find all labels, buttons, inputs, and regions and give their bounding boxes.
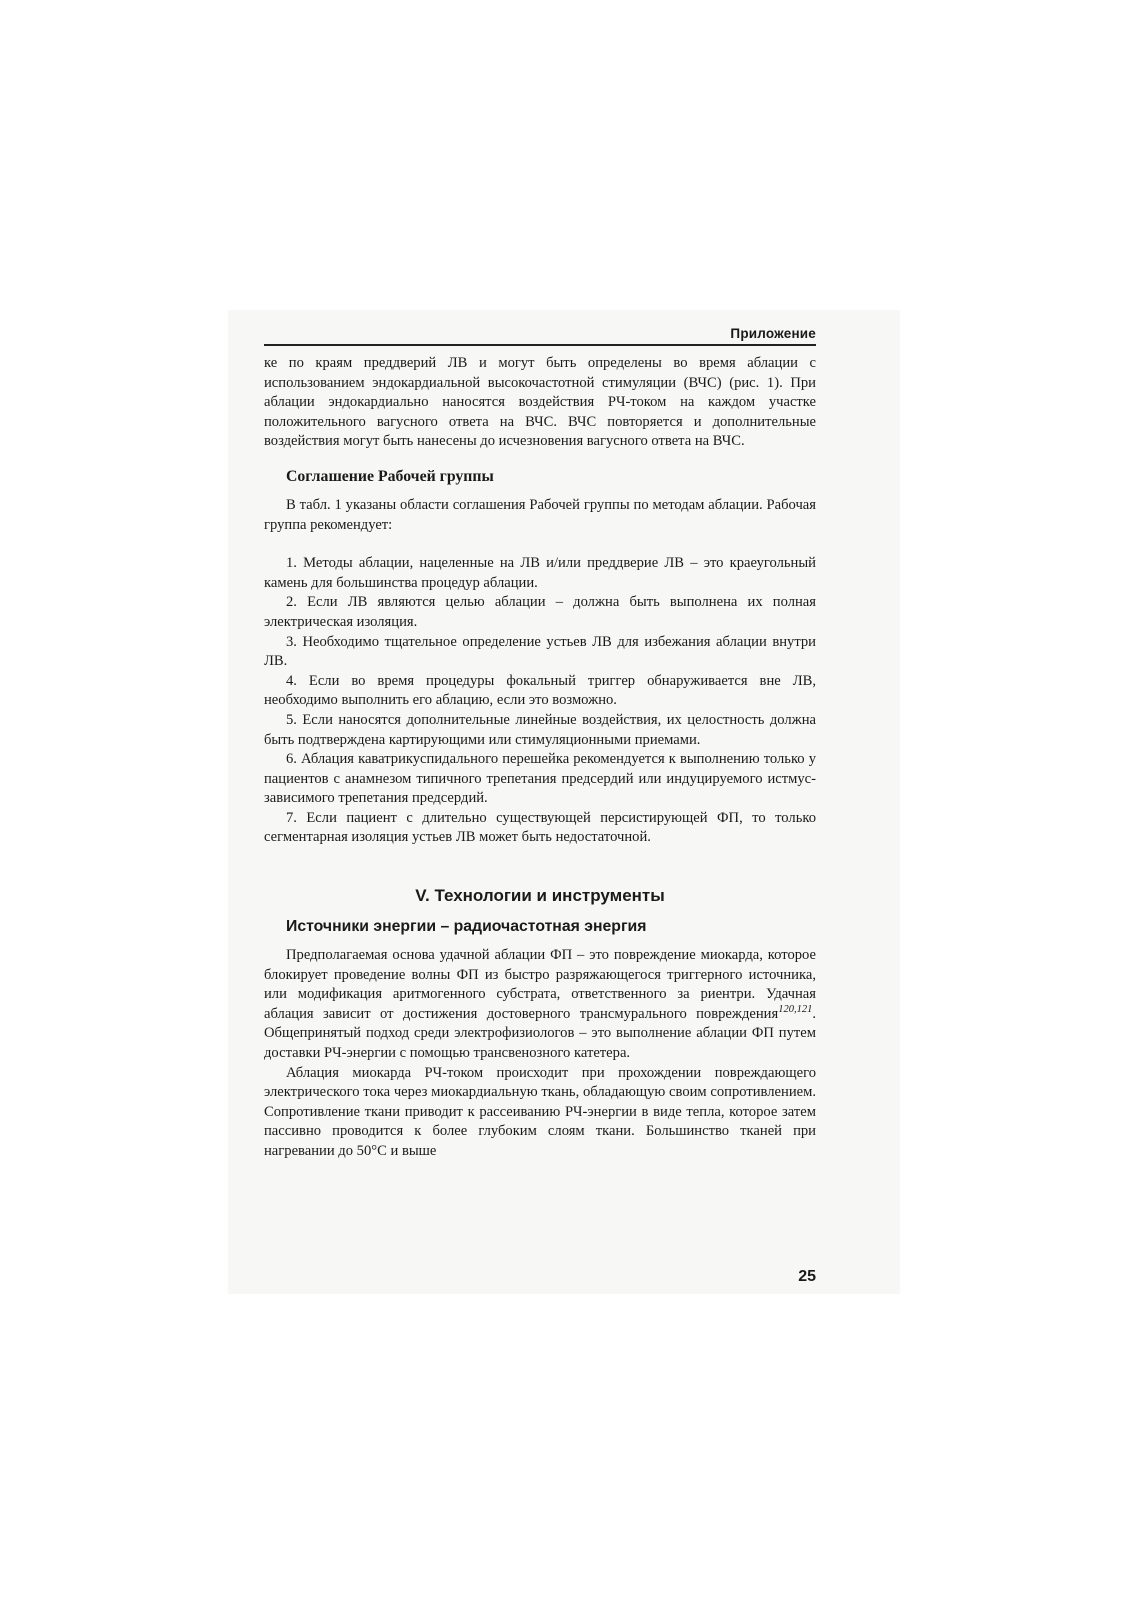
paragraph-gap <box>264 535 816 554</box>
agreement-lead-paragraph: В табл. 1 указаны области соглашения Рабочей группы по методам аблации. Рабочая группа рекомендует: <box>264 496 816 533</box>
recommendation-item-7: 7. Если пациент с длительно существующей персистирующей ФП, то только сегментарная изоляция устьев ЛВ может быть недостаточной. <box>264 809 816 846</box>
energy-paragraph-1 <box>264 946 816 1064</box>
page-number: 25 <box>798 1268 816 1285</box>
recommendation-item-5: 5. Если наносятся дополнительные линейные воздействия, их целостность должна быть подтверждена картирующими или стимуляционными приемами. <box>264 711 816 748</box>
energy-paragraph-1-continuation: . Общепринятый подход среди электрофизиологов – это выполнение аблации ФП путем доставки РЧ-энергии с помощью трансвенозного катетера. <box>264 1005 816 1062</box>
running-head: Приложение <box>264 326 816 346</box>
chapter-heading: V. Технологии и инструменты <box>415 886 665 906</box>
recommendation-item-4: 4. Если во время процедуры фокальный триггер обнаруживается вне ЛВ, необходимо выполнить его аблацию, если это возможно. <box>264 672 816 709</box>
recommendation-item-2: 2. Если ЛВ являются целью аблации – должна быть выполнена их полная электрическая изоляция. <box>264 594 816 630</box>
recommendation-item-3: 3. Необходимо тщательное определение устьев ЛВ для избежания аблации внутри ЛВ. <box>264 633 816 670</box>
recommendation-item-1: 1. Методы аблации, нацеленные на ЛВ и/или преддверие ЛВ – это краеугольный камень для большинства процедур аблации. <box>264 555 816 591</box>
energy-paragraph-2: Аблация миокарда РЧ-током происходит при прохождении повреждающего электрического тока через миокардиальную ткань, обладающую своим сопротивлением. Сопротивление ткани приводит к рассеиванию РЧ-энергии в виде тепла, которое затем пассивно проводится к более глубоким слоям ткани. Большинство тканей при нагревании до 50°С и выше <box>264 1064 816 1159</box>
book-page <box>264 326 816 1286</box>
recommendation-list <box>264 554 816 848</box>
recommendation-item-6: 6. Аблация каватрикуспидального перешейка рекомендуется к выполнению только у пациентов с анамнезом типичного трепетания предсердий или индуцируемого истмус-зависимого трепетания предсердий. <box>264 751 816 807</box>
section-heading-agreement: Соглашение Рабочей группы <box>286 467 494 485</box>
subsection-heading: Источники энергии – радиочастотная энергия <box>286 918 647 936</box>
citation-reference: 120,121 <box>778 1003 813 1015</box>
intro-paragraph: ке по краям преддверий ЛВ и могут быть определены во время аблации с использованием эндокардиальной высокочастотной стимуляции (ВЧС) (рис. 1). При аблации эндокардиально наносятся воздействия РЧ-током на каждом участке положительного вагусного ответа на ВЧС. ВЧС повторяется и дополнительные воздействия могут быть нанесены до исчезновения вагусного ответа на ВЧС. <box>264 355 816 450</box>
energy-paragraph-1-text: Предполагаемая основа удачной аблации ФП – это повреждение миокарда, которое блокирует проведение волны ФП из быстро разряжающегося триггерного источника, или модификация аритмогенного субстрата, ответственного за риентри. Удачная аблация зависит от достижения достоверного трансмурального повреждения <box>264 947 816 1022</box>
